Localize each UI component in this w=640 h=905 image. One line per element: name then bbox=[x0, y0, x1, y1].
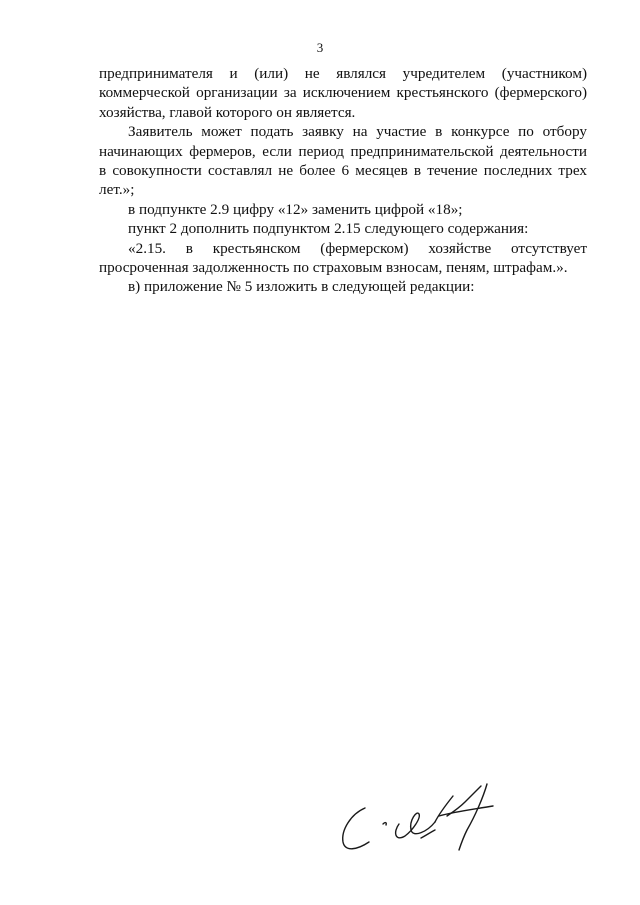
text-line: в подпункте 2.9 цифру «12» заменить цифрой «18»; bbox=[128, 200, 463, 218]
paragraph-point-2 bbox=[99, 219, 587, 238]
text-line: начинающих фермеров, если период предпринимательской деятельности bbox=[99, 142, 587, 160]
text-line: предпринимателя и (или) не являлся учредителем (участником) bbox=[99, 65, 587, 82]
text-line: пункт 2 дополнить подпунктом 2.15 следующего содержания: bbox=[128, 220, 529, 238]
paragraph-subpoint-2-15 bbox=[99, 239, 587, 278]
text-line: Заявитель может подать заявку на участие в конкурсе по отбору bbox=[128, 123, 587, 141]
handwritten-signature bbox=[335, 772, 510, 857]
text-line: в) приложение № 5 изложить в следующей редакции: bbox=[128, 278, 475, 296]
text-line: «2.15. в крестьянском (фермерском) хозяйстве отсутствует bbox=[128, 239, 587, 257]
paragraph-appendix-5 bbox=[99, 277, 587, 296]
page-number: 3 bbox=[316, 40, 324, 55]
text-line: в совокупности составлял не более 6 месяцев в течение последних трех bbox=[99, 162, 587, 180]
document-body bbox=[99, 64, 587, 297]
paragraph-applicant bbox=[99, 122, 587, 200]
text-line: коммерческой организации за исключением крестьянского (фермерского) bbox=[99, 84, 587, 102]
paragraph-subpoint-2-9 bbox=[99, 200, 587, 219]
text-line: лет.»; bbox=[99, 181, 135, 199]
paragraph-continuation bbox=[99, 64, 587, 122]
text-line: просроченная задолженность по страховым взносам, пеням, штрафам.». bbox=[99, 259, 568, 277]
text-line: хозяйства, главой которого он является. bbox=[99, 103, 356, 121]
signature-icon bbox=[335, 772, 510, 857]
